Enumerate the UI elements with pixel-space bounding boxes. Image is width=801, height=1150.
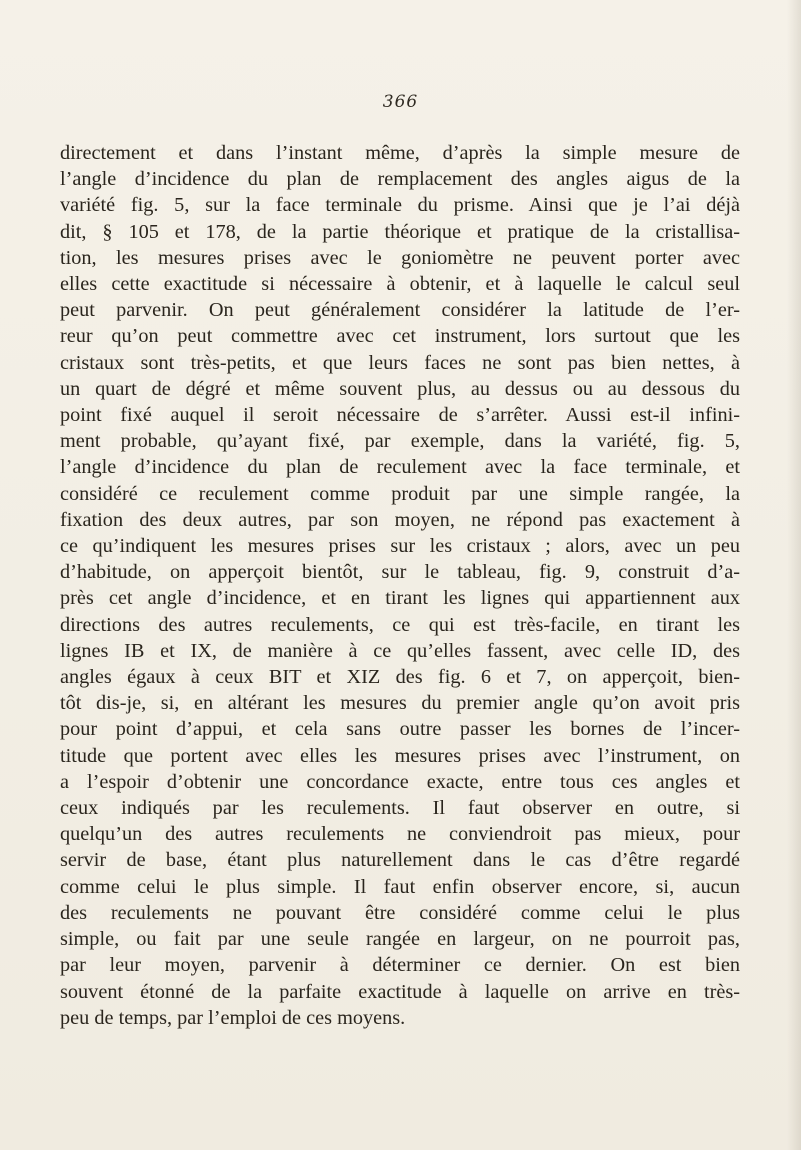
text-line: d’habitude, on apperçoit bientôt, sur le tableau, fig. 9, construit d’a- [60,561,740,584]
text-line: servir de base, étant plus naturellement dans le cas d’être regardé [60,849,740,872]
text-line: comme celui le plus simple. Il faut enfin observer encore, si, aucun [60,875,740,898]
text-line: angles égaux à ceux BIT et XIZ des fig. 6 et 7, on apperçoit, bien- [60,666,740,689]
text-line: ceux indiqués par les reculements. Il faut observer en outre, si [60,797,740,820]
text-line: un quart de dégré et même souvent plus, au dessus ou au dessous du [60,377,740,400]
text-line: près cet angle d’incidence, et en tirant les lignes qui appartiennent aux [60,587,740,610]
text-line: pour point d’appui, et cela sans outre passer les bornes de l’incer- [60,718,740,741]
text-line: reur qu’on peut commettre avec cet instrument, lors surtout que les [60,325,740,348]
text-line: peut parvenir. On peut généralement considérer la latitude de l’er- [60,299,740,322]
text-line: ment probable, qu’ayant fixé, par exemple, dans la variété, fig. 5, [60,430,740,453]
text-line: par leur moyen, parvenir à déterminer ce dernier. On est bien [60,954,740,977]
text-line: ce qu’indiquent les mesures prises sur les cristaux ; alors, avec un peu [60,535,740,558]
text-line: des reculements ne pouvant être considéré comme celui le plus [60,901,740,924]
page-edge-shadow [787,0,801,1150]
text-line: fixation des deux autres, par son moyen, ne répond pas exactement à [60,508,740,531]
text-line: directions des autres reculements, ce qui est très-facile, en tirant les [60,613,740,636]
text-line: lignes IB et IX, de manière à ce qu’elles fassent, avec celle ID, des [60,639,740,662]
text-line: l’angle d’incidence du plan de reculement avec la face terminale, et [60,456,740,479]
text-line: variété fig. 5, sur la face terminale du prisme. Ainsi que je l’ai déjà [60,194,740,217]
text-line: dit, § 105 et 178, de la partie théorique et pratique de la cristallisa- [60,220,740,243]
page-number: 366 [382,92,419,112]
text-line: peu de temps, par l’emploi de ces moyens. [60,1006,406,1029]
text-line: elles cette exactitude si nécessaire à obtenir, et à laquelle le calcul seul [60,273,740,296]
text-line: tion, les mesures prises avec le goniomètre ne peuvent porter avec [60,246,740,269]
text-line: cristaux sont très-petits, et que leurs faces ne sont pas bien nettes, à [60,351,740,374]
text-line: considéré ce reculement comme produit par une simple rangée, la [60,482,740,505]
text-line: souvent étonné de la parfaite exactitude à laquelle on arrive en très- [60,980,740,1003]
text-line: simple, ou fait par une seule rangée en largeur, on ne pourroit pas, [60,928,740,951]
text-line: quelqu’un des autres reculements ne conviendroit pas mieux, pour [60,823,740,846]
text-line: directement et dans l’instant même, d’après la simple mesure de [60,142,740,164]
text-line: a l’espoir d’obtenir une concordance exacte, entre tous ces angles et [60,770,740,793]
text-line: tôt dis-je, si, en altérant les mesures du premier angle qu’on avoit pris [60,692,740,715]
text-line: titude que portent avec elles les mesures prises avec l’instrument, on [60,744,740,767]
text-line: l’angle d’incidence du plan de remplacement des angles aigus de la [60,168,740,191]
body-paragraph [60,140,740,1031]
text-line: point fixé auquel il seroit nécessaire de s’arrêter. Aussi est-il infini- [60,404,740,427]
